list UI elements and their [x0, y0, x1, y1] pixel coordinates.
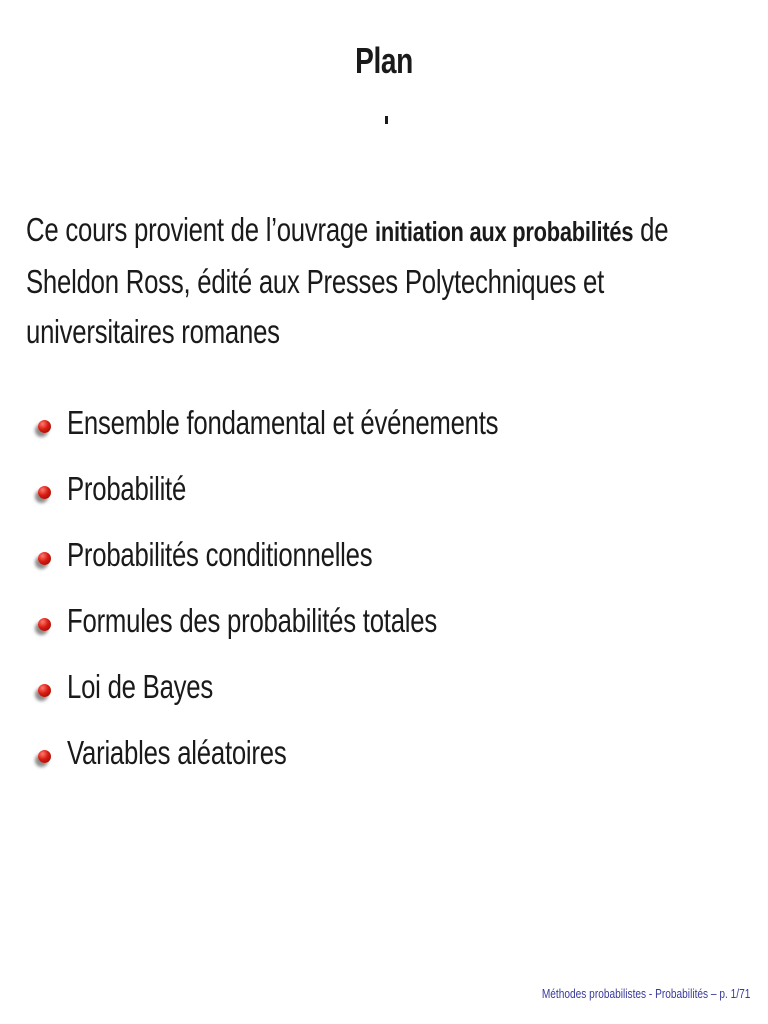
outline-item-label: Probabilité — [67, 470, 187, 507]
slide-title: Plan — [355, 40, 413, 81]
red-ball-bullet-icon — [38, 618, 51, 631]
outline-item-label: Loi de Bayes — [67, 668, 214, 705]
outline-item — [32, 456, 620, 522]
intro-text-after-line3: universitaires romanes — [26, 313, 280, 350]
intro-text-after — [26, 263, 604, 350]
intro-paragraph — [26, 205, 728, 357]
outline-item-label: Variables aléatoires — [67, 734, 287, 771]
outline-item — [32, 654, 620, 720]
red-ball-bullet-icon — [38, 420, 51, 433]
book-title: initiation aux probabilités — [375, 216, 634, 247]
outline-list — [32, 390, 620, 786]
red-ball-bullet-icon — [38, 684, 51, 697]
intro-text-after-line2: Sheldon Ross, édité aux Presses Polytechniques et — [26, 263, 605, 300]
red-ball-bullet-icon — [38, 750, 51, 763]
intro-text-after-line1: de — [633, 211, 669, 248]
outline-item-label: Ensemble fondamental et événements — [67, 404, 499, 441]
red-ball-bullet-icon — [38, 552, 51, 565]
outline-item-label: Probabilités conditionnelles — [67, 536, 373, 573]
outline-item — [32, 720, 620, 786]
red-ball-bullet-icon — [38, 486, 51, 499]
footer-page-info: Méthodes probabilistes - Probabilités – p. 1/71 — [541, 986, 750, 1001]
outline-item — [32, 588, 620, 654]
outline-item — [32, 522, 620, 588]
intro-text-before: Ce cours provient de l’ouvrage — [26, 211, 376, 248]
outline-item-label: Formules des probabilités totales — [67, 602, 437, 639]
title-tick-mark — [385, 116, 388, 124]
outline-item — [32, 390, 620, 456]
